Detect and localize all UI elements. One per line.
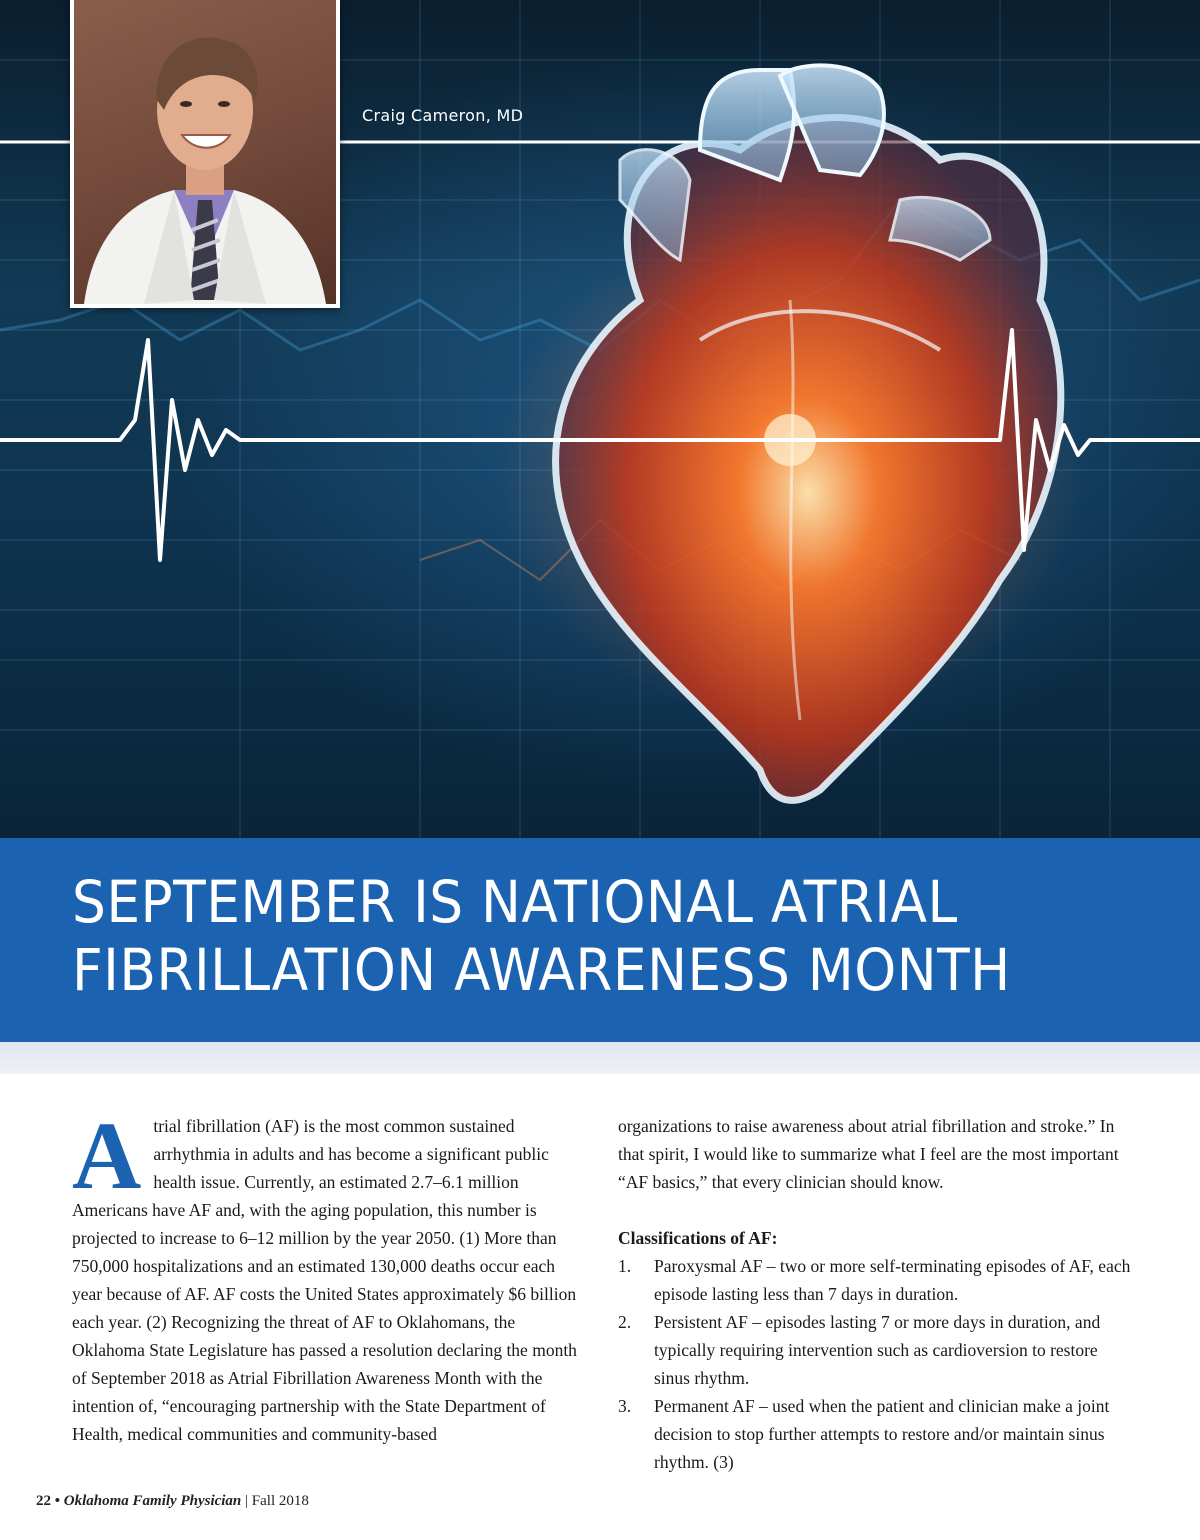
article-title <box>72 868 1093 1004</box>
title-stripe <box>0 1042 1200 1074</box>
page-number: 22 <box>36 1493 51 1509</box>
list-item-number: 1. <box>618 1256 632 1276</box>
title-line-1: SEPTEMBER IS NATIONAL ATRIAL <box>72 868 958 936</box>
list-item <box>618 1252 1138 1308</box>
list-item-text: Permanent AF – used when the patient and clinician make a joint decision to stop further attempts to restore and/or maintain sinus rhythm. (3) <box>654 1396 1110 1472</box>
list-item-number: 3. <box>618 1396 632 1416</box>
intro-text: trial fibrillation (AF) is the most common sustained arrhythmia in adults and has become a significant public health issue. Currently, an estimated 2.7–6.1 million Americans have AF and, with the aging population, this number is projected to increase to 6–12 million by the year 2050. (1) More than 750,000 hospitalizations and an estimated 130,000 deaths occur each year because of AF. AF costs the United States approximately $6 billion each year. (2) Recognizing the threat of AF to Oklahomans, the Oklahoma State Legislature has passed a resolution declaring the month of September 2018 as Atrial Fibrillation Awareness Month with the intention of, “encouraging partnership with the State Department of Health, medical communities and community-based <box>72 1116 577 1444</box>
classifications-heading: Classifications of AF: <box>618 1228 778 1248</box>
publication-name: Oklahoma Family Physician <box>63 1493 242 1509</box>
drop-cap: A <box>72 1102 142 1209</box>
list-item-text: Persistent AF – episodes lasting 7 or more days in duration, and typically requiring intervention such as cardioversion to restore sinus rhythm. <box>654 1312 1101 1388</box>
issue-label: Fall 2018 <box>251 1493 309 1509</box>
author-portrait <box>74 0 336 304</box>
classifications-list <box>618 1252 1138 1476</box>
continuation-paragraph: organizations to raise awareness about atrial fibrillation and stroke.” In that spirit, I would like to summarize what I feel are the most important “AF basics,” that every clinician should know. <box>618 1116 1119 1192</box>
article-left-column <box>72 1102 582 1448</box>
article-right-column <box>618 1112 1138 1476</box>
author-photo <box>70 0 340 308</box>
list-item <box>618 1392 1138 1476</box>
list-item-text: Paroxysmal AF – two or more self-terminating episodes of AF, each episode lasting less than 7 days in duration. <box>654 1256 1131 1304</box>
footer-separator: | <box>245 1493 249 1509</box>
footer-bullet: • <box>54 1493 61 1509</box>
intro-paragraph <box>72 1102 582 1448</box>
list-item-number: 2. <box>618 1312 632 1332</box>
list-item <box>618 1308 1138 1392</box>
title-band <box>0 838 1200 1042</box>
heart-illustration <box>556 65 1061 800</box>
photo-caption: Craig Cameron, MD <box>362 106 524 125</box>
page-footer <box>36 1493 309 1510</box>
title-line-2: FIBRILLATION AWARENESS MONTH <box>72 936 1011 1004</box>
